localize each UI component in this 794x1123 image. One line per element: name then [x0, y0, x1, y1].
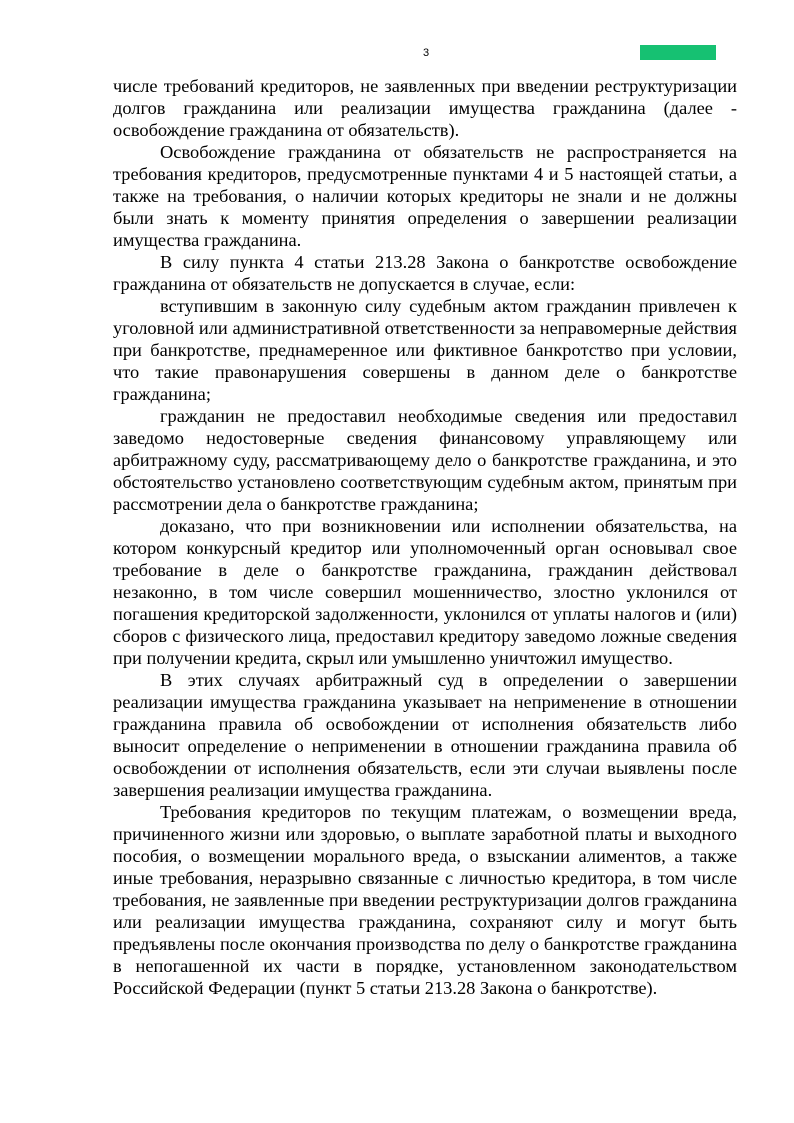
paragraph: вступившим в законную силу судебным актом гражданин привлечен к уголовной или административной ответственности за неправомерные действия при банкротстве, преднамеренное или фиктивное банкротство при условии, что такие правонарушения совершены в данном деле о банкротстве гражданина; [113, 296, 737, 404]
signature-stamp-bar [640, 45, 716, 60]
document-body [113, 75, 737, 999]
paragraph: В силу пункта 4 статьи 213.28 Закона о банкротстве освобождение гражданина от обязательств не допускается в случае, если: [113, 252, 737, 294]
paragraph-continuation: числе требований кредиторов, не заявленных при введении реструктуризации долгов гражданина или реализации имущества гражданина (далее - освобождение гражданина от обязательств). [113, 76, 737, 140]
paragraph: Освобождение гражданина от обязательств не распространяется на требования кредиторов, предусмотренные пунктами 4 и 5 настоящей статьи, а также на требования, о наличии которых кредиторы не знали и не должны были знать к моменту принятия определения о завершении реализации имущества гражданина. [113, 142, 737, 250]
paragraph: гражданин не предоставил необходимые сведения или предоставил заведомо недостоверные сведения финансовому управляющему или арбитражному суду, рассматривающему дело о банкротстве гражданина, и это обстоятельство установлено соответствующим судебным актом, принятым при рассмотрении дела о банкротстве гражданина; [113, 406, 737, 514]
paragraph: Требования кредиторов по текущим платежам, о возмещении вреда, причиненного жизни или здоровью, о выплате заработной платы и выходного пособия, о возмещении морального вреда, о взыскании алиментов, а также иные требования, неразрывно связанные с личностью кредитора, в том числе требования, не заявленные при введении реструктуризации долгов гражданина или реализации имущества гражданина, сохраняют силу и могут быть предъявлены после окончания производства по делу о банкротстве гражданина в непогашенной их части в порядке, установленном законодательством Российской Федерации (пункт 5 статьи 213.28 Закона о банкротстве). [113, 802, 737, 998]
paragraph: доказано, что при возникновении или исполнении обязательства, на котором конкурсный кредитор или уполномоченный орган основывал свое требование в деле о банкротстве гражданина, гражданин действовал незаконно, в том числе совершил мошенничество, злостно уклонился от погашения кредиторской задолженности, уклонился от уплаты налогов и (или) сборов с физического лица, предоставил кредитору заведомо ложные сведения при получении кредита, скрыл или умышленно уничтожил имущество. [113, 516, 737, 668]
page-number: 3 [422, 47, 430, 59]
paragraph: В этих случаях арбитражный суд в определении о завершении реализации имущества гражданина указывает на неприменение в отношении гражданина правила об освобождении от исполнения обязательств либо выносит определение о неприменении в отношении гражданина правила об освобождении от исполнения обязательств, если эти случаи выявлены после завершения реализации имущества гражданина. [113, 670, 737, 800]
